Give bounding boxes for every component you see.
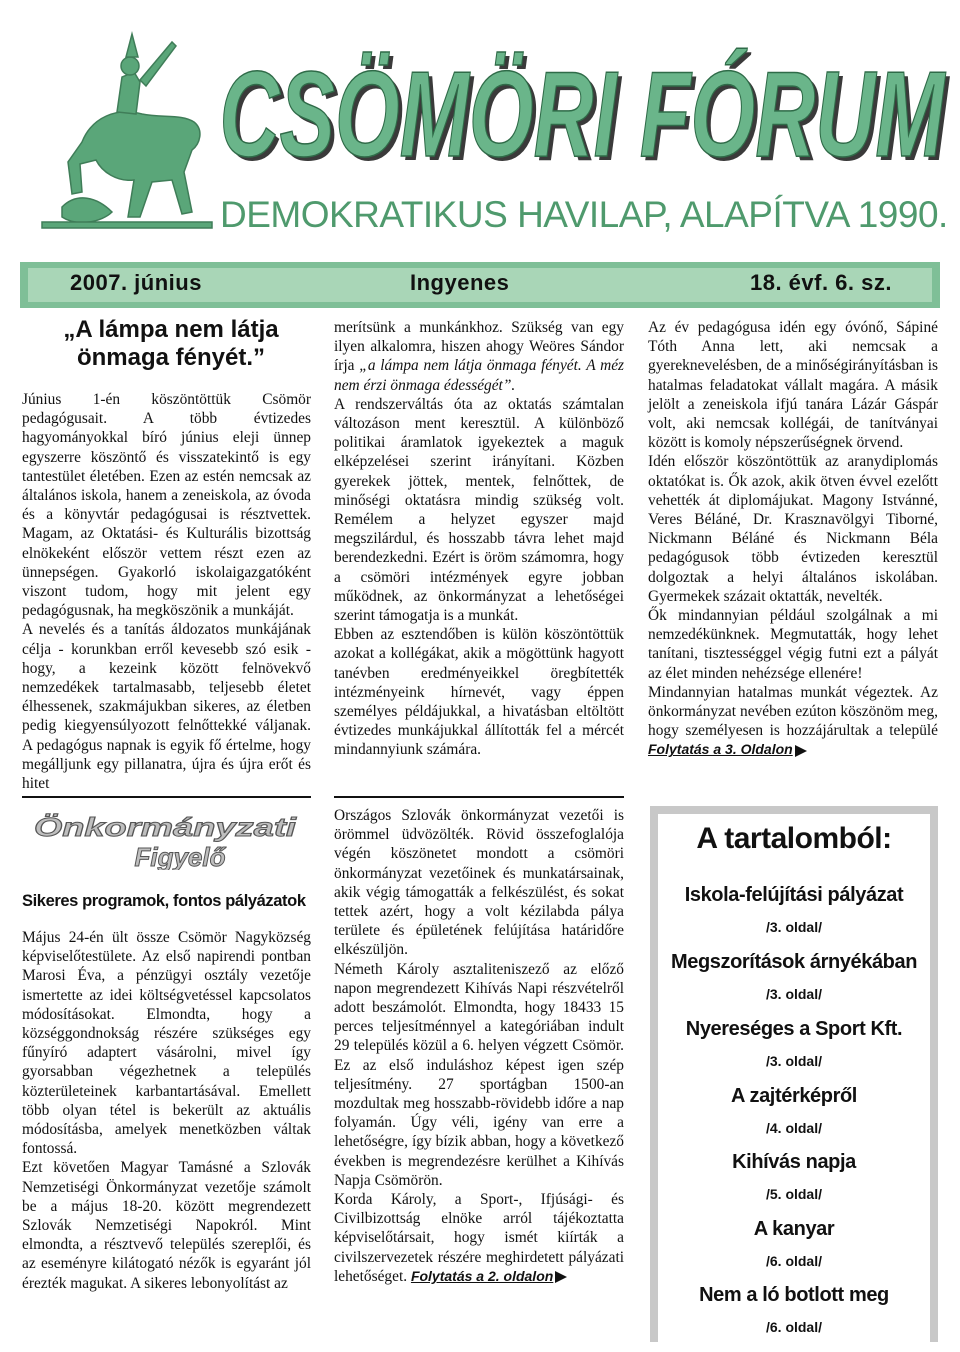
paragraph: Ebben az esztendőben is külön köszöntöttük azokat a kollégákat, akik a mögöttünk hagyott tanévben eredményeikkel öregbítették intézményeink hírnevét, vagy éppen személyes példájukkal, a hivatásban eltöltött évtizedes munkájukkal állították fel a mércét mindannyiunk számára. (334, 626, 624, 759)
continued-link[interactable]: Folytatás a 3. Oldalon (648, 741, 793, 758)
article-column-3: Az év pedagógusa idén egy óvónő, Sápiné Tóth Anna lett, aki nemcsak a gyereknevelésben, de a minőségirányításban is hatalmas feladatokat vállalt magára. A másik jelölt a zeneiskola ifjú tanára Lázár Gáspár volt, aki nemcsak kollégái, de tanítványai között is komoly népszerűségnek örvend. Idén először köszöntöttük az aranydiplomás oktatókat is. Ők azok, akik ötven évvel ezelőtt vehették át diplomájukat. Magony Istvánné, Veres Béláné, Dr. Krasznavölgyi Tiborné, Nickmann Béláné és Nickmann Béla pedagógusok több évtizeden keresztül dolgoztak a helyi általános iskolában. Gyermekek százait oktatták, nevelték. Ők mindannyian például szolgálnak a mi nemzedékünknek. Megmutatták, hogy lehet tanítani, tisztességgel végig futni ezt a pályát az élet minden nehézsége ellenére! Mindannyian hatalmas munkát végeztek. Az önkormányzat nevében ezúton köszönöm meg, hogy személyesen is hozzájárultak a települé Folytatás a 3. Oldalon (648, 319, 938, 758)
column-divider (334, 796, 624, 798)
paragraph: Június 1-én köszöntöttük Csömör pedagógusait. A több évtizedes hagyományokkal bíró június eleji ünnep egyszerre köszöntő és visszatekintő is egy tantestület életében. Ezen az estén nemcsak az általános iskola, hanem a zeneiskola, az óvoda és a könyvtár pedagógusai is résztvettek. Magam, az Oktatási- és Kulturális bizottság elnökeként először vettem részt ezen az ünnepségen. Gyakorló iskolaigazgatóként viszont tudom, hogy mit jelent egy pedagógusnak, ha megköszönik a munkáját. (22, 391, 311, 620)
paragraph: Május 24-én ült össze Csömör Nagyközség képviselőtestülete. Az első napirendi pontban Marosi Éva, a pénzügyi osztály vezetője ismertette az idei költségvetéssel kapcsolatos módosításokat. Elmondta, hogy a községgondnokság részére szükséges egy fűnyíró adaptert vásárolni, mivel így gyorsabban végezhetnek a település közterületeinek karbantartásával. Emellett több olyan tétel is bekerült az aktuális módosításba, amelyek menetközben váltak fontossá. (22, 929, 311, 1158)
masthead-subtitle: DEMOKRATIKUS HAVILAP, ALAPÍTVA 1990. (220, 194, 948, 235)
toc-item[interactable]: Nem a ló botlott meg /6. oldal/ (699, 1284, 889, 1335)
toc-item[interactable]: Kihívás napja /5. oldal/ (732, 1151, 856, 1202)
issue-price: Ingyenes (410, 270, 510, 295)
article-headline: „A lámpa nem látja önmaga fényét.” (63, 316, 279, 371)
paragraph: Ezt követően Magyar Tamásné a Szlovák Nemzetiségi Önkormányzat vezetője számolt be a május 18-20. között megrendezett Szlovák Nemzetiségi Napokról. Mint elmondta, a résztvevő település szereplői, és az eseményre kilátogató nézők is egyaránt jól érezték magukat. A sikeres lebonyolítást az (22, 1159, 311, 1292)
article-column-1 (22, 390, 311, 793)
toc-item[interactable]: Nyereséges a Sport Kft. /3. oldal/ (685, 1018, 903, 1069)
onkormanyzati-figyelo-logo (30, 810, 300, 870)
knight-on-horse-icon (22, 22, 222, 237)
article-column-1 (22, 928, 311, 1293)
continued-link[interactable]: Folytatás a 2. oldalon (410, 1267, 554, 1284)
svg-text:CSÖMÖRI FÓRUM: CSÖMÖRI FÓRUM (219, 46, 947, 178)
article-column-2: Országos Szlovák önkormányzat vezetői is örömmel üdvözölték. Rövid összefoglalója végén köszönetet mondott a csömöri önkormányzat vezetőinek és munkatársainak, akik végig támogatták a felkészülést, és sokat tettek azért, hogy a volt kézilabda pálya területe és épületének felújítása határidőre elkészüljön. Németh Károly asztaliteniszező az előző napon megrendezett Kihívás Napi részvételről adott beszámolót. Elmondta, hogy 18433 15 perces teljesítménnyel a kategóriában indult 29 település közül a 6. helyen végzett Csömör. Ez az első induláshoz képest igen szép teljesítmény. 27 sportágban 1500-an mozdultak meg hosszabb-rövidebb időre a nap folyamán. Úgy véli, igény van erre a lehetőségre, így bízik abban, hogy a következő években is megrendezésre kerülhet a Kihívás Napja Csömörön. Korda Károly, a Sport-, Ifjúsági- és Civilbizottság elnöke arról tájékoztatta képviselőtársait, hogy ismét kiírták a civilszervezetek részére meghirdetett pályázati lehetőséget. Folytatás a 2. oldalon (334, 807, 624, 1285)
svg-text:Figyelő: Figyelő (134, 842, 226, 870)
arrow-right-icon (795, 745, 807, 757)
issue-number: 18. évf. 6. sz. (749, 270, 892, 295)
masthead-title (215, 38, 950, 178)
paragraph: Országos Szlovák önkormányzat vezetői is örömmel üdvözölték. Rövid összefoglalója végén köszönetet mondott a csömöri önkormányzat vezetőinek és munkatársainak, akik végig támogatták a felkészülést, és sokat tettek azért, hogy a volt kézilabda pálya területe és épületének felújítása határidőre elkészüljön. (334, 807, 624, 959)
column-divider (22, 796, 311, 798)
paragraph: Németh Károly asztaliteniszező az előző napon megrendezett Kihívás Napi részvételről adott beszámolót. Elmondta, hogy 18433 15 perces teljesítménnyel a kategóriában indult 29 település közül a 6. helyen végzett Csömör. Ez az első induláshoz képest igen szép teljesítmény. 27 sportágban 1500-an mozdultak meg hosszabb-rövidebb időre a nap folyamán. Úgy véli, igény van erre a lehetőségre, így bízik abban, hogy a következő években is megrendezésre kerülhet a Kihívás Napja Csömörön. (334, 960, 624, 1189)
toc-item[interactable]: A zajtérképről /4. oldal/ (731, 1085, 857, 1136)
issue-date: 2007. június (70, 270, 202, 295)
paragraph: Az év pedagógusa idén egy óvónő, Sápiné Tóth Anna lett, aki nemcsak a gyereknevelésben, de a minőségirányításban is hatalmas feladatokat vállalt magára. A másik jelölt a zeneiskola ifjú tanára Lázár Gáspár volt, aki nemcsak kollégái, de tanítványai között is komoly népszerűségnek örvend. (648, 319, 938, 452)
paragraph: A nevelés és a tanítás áldozatos munkájának célja - korunkban erről kevesebb szó esik - hogy, a kezeink között felnövekvő nemzedékek tartalmasabb, teljesebb életet élhessenek, szakmájukban sikeres, az életben pedig kiegyensúlyozott felnőttekké váljanak. A pedagógus napnak is egyik fő értelme, hogy megálljunk egy pillanatra, újra és újra erőt és hitet (22, 621, 311, 793)
article-headline: Sikeres programok, fontos pályázatok (22, 892, 306, 910)
issue-bar (20, 262, 940, 308)
paragraph: Idén először köszöntöttük az aranydiplomás oktatókat is. Ők azok, akik ötven évvel ezelőtt vehették át diplomájukat. Magony Istvánné, Veres Béláné, Dr. Krasznavölgyi Tiborné, Nickmann Béláné és Nickmann Béla pedagógusok több évtizeden keresztül dolgoztak a helyi általános iskolában. Gyermekek százait oktatták, nevelték. (648, 453, 938, 605)
svg-text:CSÖMÖRI FÓRUM: CSÖMÖRI FÓRUM (223, 50, 950, 178)
paragraph: A rendszerváltás óta az oktatás számtalan változáson ment keresztül. A különböző politikai áramlatok igyekeztek a maguk elképzelései szerint irányítani. Közben gyerekek jöttek, mentek, felnőttek, de minőségi oktatásra mindig szükség volt. Remélem a helyzet egyszer majd megszilárdul, és hosszabb távra lehet majd berendezkedni. Ezért is öröm számomra, hogy a csömöri intézmények egyre jobban működnek, az önkormányzat a lehetőségei szerint támogatja is a munkát. (334, 395, 624, 625)
toc-item[interactable]: Iskola-felújítási pályázat /3. oldal/ (684, 884, 904, 935)
arrow-right-icon (555, 1271, 567, 1283)
article-column-2: merítsünk a munkánkhoz. Szükség van egy ilyen alkalomra, hiszen ahogy Weöres Sándor írja „a lámpa nem látja önmaga fényét. A méz nem érzi önmaga édességét”. A rendszerváltás óta az oktatás számtalan változáson ment keresztül. A különböző politikai áramlatok igyekeztek a maguk elképzelései szerint irányítani. Közben gyerekek jöttek, mentek, felnőttek, de minőségi oktatásra mindig szükség volt. Remélem a helyzet egyszer majd megszilárdul, és hosszabb távra lehet majd berendezkedni. Ezért is öröm számomra, hogy a csömöri intézmények egyre jobban működnek, az önkormányzat a lehetőségei szerint támogatja is a munkát. Ebben az esztendőben is külön köszöntöttük azokat a kollégákat, akik a mögöttünk hagyott tanévben eredményeikkel öregbítették intézményeink hírnevét, vagy éppen személyes példájukkal, a hivatásban eltöltött évtizedes munkájukkal állították fel a mércét mindannyiunk számára. (334, 319, 625, 759)
toc-item[interactable]: Megszorítások árnyékában /3. oldal/ (670, 951, 918, 1002)
toc-item[interactable]: A kanyar /6. oldal/ (753, 1218, 835, 1269)
table-of-contents (650, 806, 938, 1342)
toc-title: A tartalomból: (696, 822, 892, 855)
paragraph: Ők mindannyian például szolgálnak a mi nemzedékünknek. Megmutatták, hogy lehet tanítani, tisztességgel végig futni ezt a pályát az élet minden nehézsége ellenére! (648, 607, 938, 682)
svg-text:Önkormányzati: Önkormányzati (34, 812, 298, 842)
